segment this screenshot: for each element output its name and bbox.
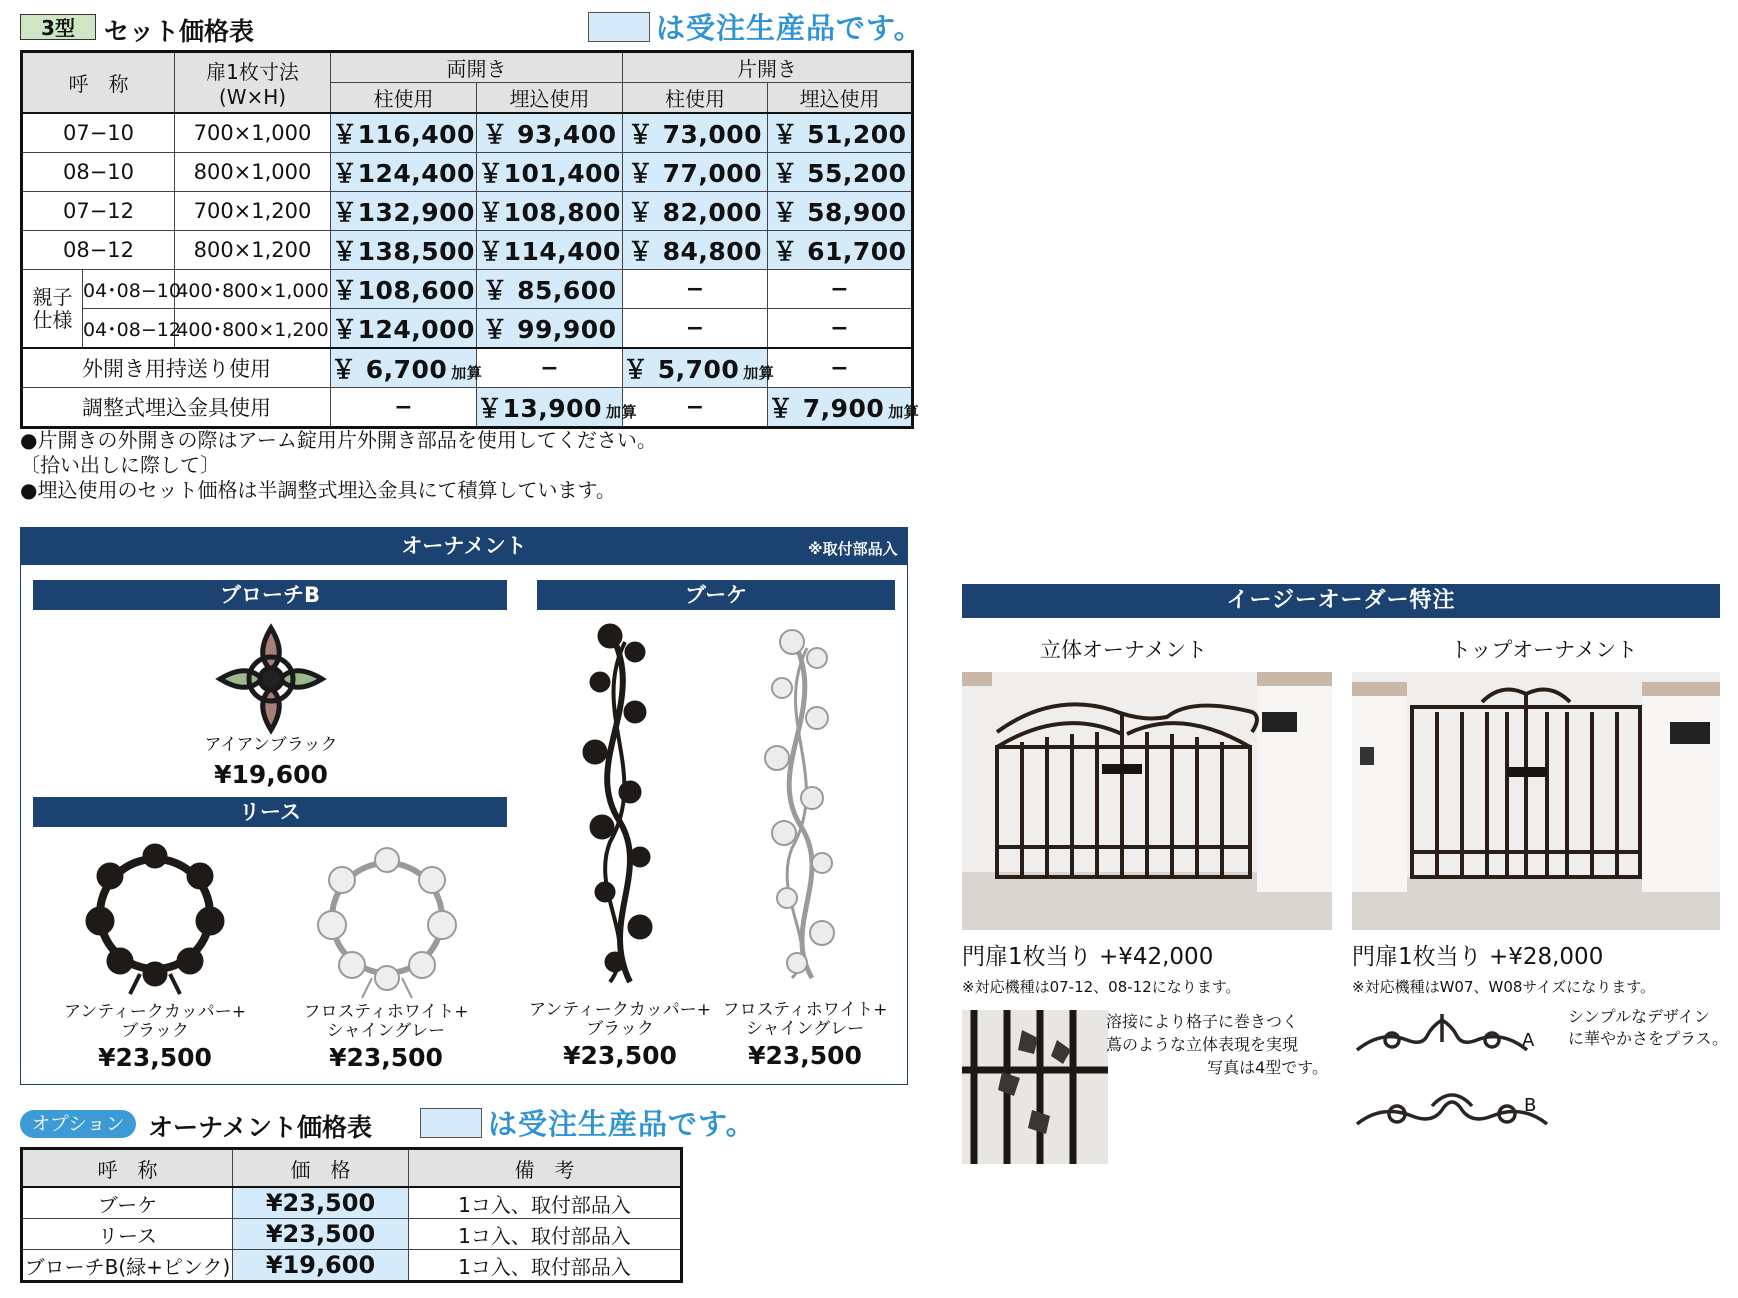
option-badge: オプション bbox=[20, 1110, 136, 1138]
row-name: 04･08−12 bbox=[83, 309, 175, 349]
price-value: ￥13,900 bbox=[477, 394, 602, 423]
ornament-panel-title: オーナメント bbox=[20, 527, 908, 565]
table-row bbox=[22, 348, 913, 388]
price-cell: ¥23,500 bbox=[233, 1187, 409, 1219]
price-cell: ￥ 51,200 bbox=[768, 113, 913, 153]
type-badge: 3型 bbox=[20, 14, 96, 40]
price-cell: ￥ 55,200 bbox=[768, 153, 913, 192]
wreath-caption-1: アンティークカッパー+ bbox=[63, 1002, 247, 1022]
row-name: 07−10 bbox=[22, 113, 175, 153]
description-line: に華やかさをプラス。 bbox=[1568, 1029, 1729, 1048]
add-label: 加算 bbox=[743, 364, 775, 382]
price-value: ￥ 5,700 bbox=[623, 355, 740, 384]
add-label: 加算 bbox=[451, 364, 483, 382]
price-cell: ￥101,400 bbox=[477, 153, 623, 192]
price-cell: ￥114,400 bbox=[477, 231, 623, 270]
extra-row-label: 調整式埋込金具使用 bbox=[22, 388, 331, 428]
label-a: A bbox=[1522, 1030, 1535, 1051]
row-size: 400･800×1,200 bbox=[175, 309, 331, 349]
top-ornament-title: トップオーナメント bbox=[1450, 638, 1638, 662]
brooch-caption: アイアンブラック bbox=[204, 735, 338, 755]
top-ornament-description bbox=[1568, 1006, 1728, 1050]
note-line: 〔拾い出しに際して〕 bbox=[20, 453, 220, 477]
wreath-price: ¥23,500 bbox=[98, 1043, 212, 1072]
made-to-order-swatch bbox=[588, 12, 650, 42]
dash-cell: − bbox=[623, 309, 768, 349]
ornament-price-table bbox=[20, 1147, 683, 1283]
bouquet-caption-1: フロスティホワイト+ bbox=[722, 1000, 888, 1020]
row-size: 800×1,000 bbox=[175, 153, 331, 192]
price-cell bbox=[331, 348, 483, 388]
oyako-label-2: 仕様 bbox=[32, 307, 73, 332]
easy-order-title: イージーオーダー特注 bbox=[962, 584, 1720, 618]
price-cell: ￥ 85,600 bbox=[477, 270, 623, 309]
header-price: 価 格 bbox=[233, 1149, 409, 1188]
header-single-embedded: 埋込使用 bbox=[768, 83, 913, 114]
oyako-label-1: 親子 bbox=[32, 284, 73, 309]
row-name: 08−10 bbox=[22, 153, 175, 192]
price-value: ￥ 6,700 bbox=[331, 355, 448, 384]
description-line: 蔦のような立体表現を実現 bbox=[1106, 1035, 1299, 1054]
wreath-title: リース bbox=[33, 797, 507, 827]
dash-cell: − bbox=[331, 388, 477, 428]
wreath-caption-2: ブラック bbox=[121, 1021, 189, 1041]
price-cell: ￥132,900 bbox=[331, 192, 477, 231]
row-name: ブローチB(緑+ピンク) bbox=[22, 1250, 233, 1282]
wreath-caption-1: フロスティホワイト+ bbox=[303, 1002, 469, 1022]
price-cell: ¥23,500 bbox=[233, 1219, 409, 1250]
row-size: 700×1,000 bbox=[175, 113, 331, 153]
bouquet-caption-2: ブラック bbox=[586, 1019, 654, 1039]
made-to-order-note: は受注生産品です。 bbox=[656, 11, 924, 45]
header-name: 呼 称 bbox=[22, 1149, 233, 1188]
extra-row-label: 外開き用持送り使用 bbox=[22, 348, 331, 388]
header-name: 呼 称 bbox=[22, 52, 175, 114]
price-value: ￥ 7,900 bbox=[768, 394, 885, 423]
table-row bbox=[22, 192, 913, 231]
bouquet-caption-1: アンティークカッパー+ bbox=[528, 1000, 712, 1020]
remarks-cell: 1コ入、取付部品入 bbox=[409, 1187, 682, 1219]
bouquet-price: ¥23,500 bbox=[563, 1041, 677, 1070]
solid-ornament-price: 門扉1枚当り +¥42,000 bbox=[962, 944, 1214, 970]
description-line: 写真は4型です。 bbox=[1207, 1058, 1328, 1077]
brooch-image bbox=[212, 620, 330, 738]
bouquet-price: ¥23,500 bbox=[748, 1041, 862, 1070]
table-row bbox=[22, 153, 913, 192]
solid-ornament-description bbox=[1106, 1010, 1328, 1079]
top-ornament-price: 門扉1枚当り +¥28,000 bbox=[1352, 944, 1604, 970]
brooch-price: ¥19,600 bbox=[214, 760, 328, 789]
top-ornament-note: ※対応機種はW07、W08サイズになります。 bbox=[1352, 978, 1656, 996]
bouquet-caption-2: シャイングレー bbox=[745, 1019, 865, 1039]
set-price-title: セット価格表 bbox=[104, 17, 255, 46]
solid-ornament-detail-photo bbox=[962, 1010, 1108, 1164]
dash-cell: − bbox=[623, 388, 768, 428]
description-line: 溶接により格子に巻きつく bbox=[1106, 1012, 1299, 1031]
table-row bbox=[22, 113, 913, 153]
price-cell bbox=[477, 388, 637, 428]
price-cell: ￥ 77,000 bbox=[623, 153, 768, 192]
price-cell: ￥ 84,800 bbox=[623, 231, 768, 270]
notes bbox=[20, 428, 657, 503]
ornament-panel-note: ※取付部品入 bbox=[808, 540, 898, 558]
table-row bbox=[22, 270, 913, 309]
price-cell: ￥ 93,400 bbox=[477, 113, 623, 153]
label-b: B bbox=[1524, 1095, 1537, 1116]
price-cell: ￥ 58,900 bbox=[768, 192, 913, 231]
row-size: 400･800×1,000 bbox=[175, 270, 331, 309]
table-row bbox=[22, 231, 913, 270]
remarks-cell: 1コ入、取付部品入 bbox=[409, 1250, 682, 1282]
made-to-order-note: は受注生産品です。 bbox=[488, 1107, 756, 1141]
table-row bbox=[22, 1187, 682, 1219]
price-cell bbox=[623, 348, 775, 388]
oyako-label bbox=[22, 270, 83, 349]
header-double-pillar: 柱使用 bbox=[331, 83, 477, 114]
header-size-unit: (W×H) bbox=[218, 85, 287, 109]
row-name: ブーケ bbox=[22, 1187, 233, 1219]
price-cell: ￥124,000 bbox=[331, 309, 477, 349]
price-cell: ￥124,400 bbox=[331, 153, 477, 192]
header-single-pillar: 柱使用 bbox=[623, 83, 768, 114]
header-double: 両開き bbox=[331, 52, 623, 83]
dash-cell: − bbox=[477, 348, 623, 388]
price-cell: ￥ 61,700 bbox=[768, 231, 913, 270]
header-size bbox=[175, 52, 331, 114]
price-cell: ￥ 99,900 bbox=[477, 309, 623, 349]
table-row bbox=[22, 1219, 682, 1250]
row-size: 800×1,200 bbox=[175, 231, 331, 270]
price-cell: ￥138,500 bbox=[331, 231, 477, 270]
row-name: 04･08−10 bbox=[83, 270, 175, 309]
add-label: 加算 bbox=[605, 403, 637, 421]
dash-cell: − bbox=[768, 270, 913, 309]
price-cell: ￥ 82,000 bbox=[623, 192, 768, 231]
top-ornament-gate-photo bbox=[1352, 672, 1720, 930]
price-cell: ￥ 73,000 bbox=[623, 113, 768, 153]
price-cell: ¥19,600 bbox=[233, 1250, 409, 1282]
bouquet-white-image bbox=[762, 628, 842, 988]
dash-cell: − bbox=[768, 348, 913, 388]
wreath-caption-2: シャイングレー bbox=[326, 1021, 446, 1041]
table-row bbox=[22, 388, 913, 428]
row-size: 700×1,200 bbox=[175, 192, 331, 231]
remarks-cell: 1コ入、取付部品入 bbox=[409, 1219, 682, 1250]
solid-ornament-note: ※対応機種は07-12、08-12になります。 bbox=[962, 978, 1241, 996]
wreath-black-image bbox=[80, 836, 230, 996]
price-cell: ￥116,400 bbox=[331, 113, 477, 153]
table-row bbox=[22, 309, 913, 349]
dash-cell: − bbox=[623, 270, 768, 309]
note-line: ●埋込使用のセット価格は半調整式埋込金具にて積算しています。 bbox=[20, 478, 616, 502]
wreath-white-image bbox=[312, 840, 462, 1000]
price-cell: ￥108,600 bbox=[331, 270, 477, 309]
header-size-label: 扉1枚寸法 bbox=[206, 60, 299, 84]
price-cell bbox=[768, 388, 920, 428]
header-single: 片開き bbox=[623, 52, 913, 83]
bouquet-title: ブーケ bbox=[537, 580, 895, 610]
row-name: 07−12 bbox=[22, 192, 175, 231]
add-label: 加算 bbox=[888, 403, 920, 421]
row-name: リース bbox=[22, 1219, 233, 1250]
price-cell: ￥108,800 bbox=[477, 192, 623, 231]
brooch-title: ブローチB bbox=[33, 580, 507, 610]
header-double-embedded: 埋込使用 bbox=[477, 83, 623, 114]
header-remarks: 備 考 bbox=[409, 1149, 682, 1188]
description-line: シンプルなデザイン bbox=[1568, 1007, 1710, 1026]
solid-ornament-title: 立体オーナメント bbox=[1040, 638, 1208, 662]
note-line: ●片開きの外開きの際はアーム錠用片外開き部品を使用してください。 bbox=[20, 428, 657, 452]
dash-cell: − bbox=[768, 309, 913, 349]
top-ornament-b-image bbox=[1352, 1084, 1552, 1140]
option-table-title: オーナメント価格表 bbox=[148, 1113, 373, 1142]
bouquet-black-image bbox=[580, 622, 660, 992]
top-ornament-a-image bbox=[1352, 1010, 1535, 1062]
table-row bbox=[22, 1250, 682, 1282]
row-name: 08−12 bbox=[22, 231, 175, 270]
solid-ornament-gate-photo bbox=[962, 672, 1332, 930]
set-price-table bbox=[20, 50, 920, 429]
wreath-price: ¥23,500 bbox=[329, 1043, 443, 1072]
made-to-order-swatch bbox=[420, 1108, 482, 1138]
